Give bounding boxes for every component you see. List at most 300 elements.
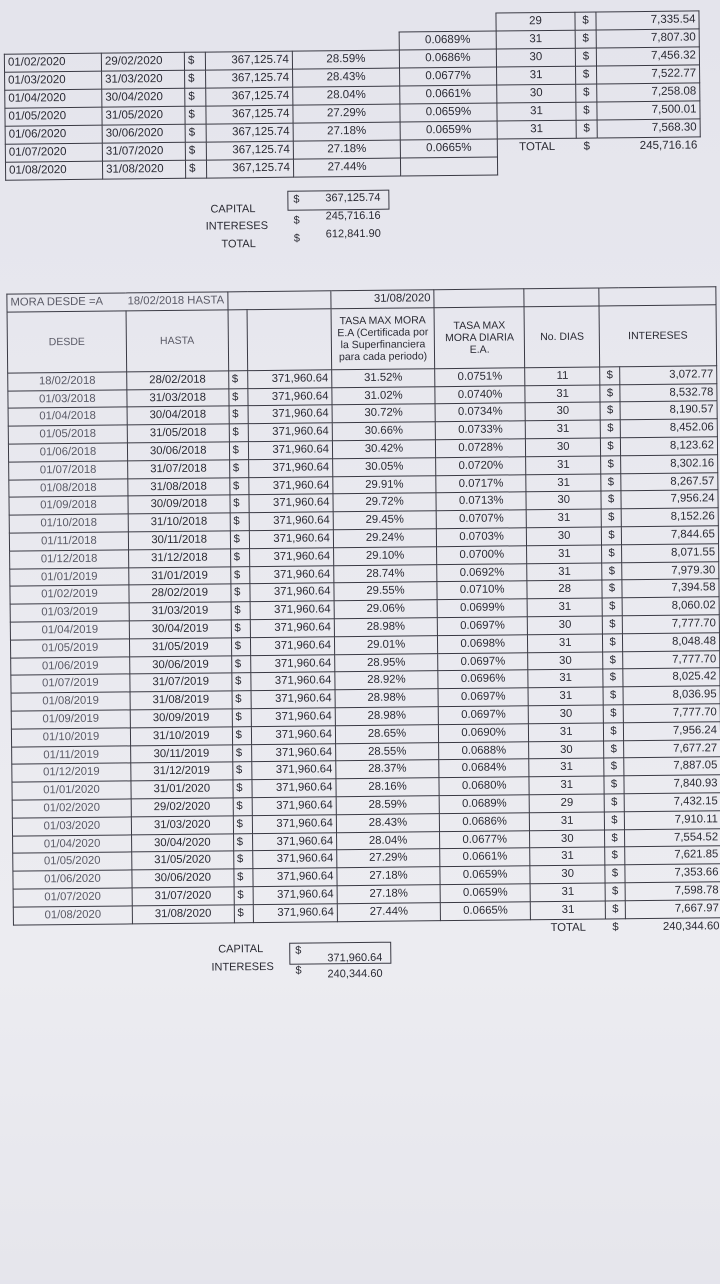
currency-cell: $ (231, 584, 251, 602)
desde-cell: 01/08/2020 (13, 906, 132, 925)
currency-cell: $ (230, 566, 250, 584)
currency-cell: $ (230, 548, 250, 566)
tasa-diaria-cell: 0.0697% (438, 688, 528, 707)
tasa-diaria-cell (400, 157, 497, 176)
dias-cell: 11 (525, 367, 600, 386)
currency-cell: $ (229, 424, 249, 442)
capital-cell: 371,960.64 (250, 583, 334, 602)
tasa-diaria-cell: 0.0659% (400, 121, 497, 140)
dias-cell: 30 (526, 491, 601, 510)
desde-cell: 01/07/2020 (13, 888, 132, 907)
dias-cell: 31 (527, 598, 602, 617)
desde-cell: 01/09/2019 (11, 710, 130, 729)
capital-cell: 371,960.64 (252, 761, 336, 780)
tasa-diaria-cell: 0.0659% (440, 866, 530, 885)
currency-cell: $ (233, 815, 253, 833)
currency-cell: $ (229, 406, 249, 424)
desde-cell: 01/07/2020 (5, 143, 102, 162)
hasta-cell: 31/07/2018 (128, 460, 230, 479)
tasa-diaria-cell: 0.0689% (439, 795, 529, 814)
desde-cell: 01/02/2019 (10, 585, 129, 604)
tasa-diaria-cell: 0.0665% (440, 901, 530, 920)
tasa-diaria-cell: 0.0690% (438, 723, 528, 742)
tasa-diaria-cell: 0.0697% (438, 652, 528, 671)
capital-cell: 367,125.74 (206, 69, 293, 88)
tasa-diaria-cell: 0.0692% (437, 563, 527, 582)
currency-cell: $ (185, 88, 206, 106)
tasa-ea-cell: 30.72% (332, 404, 435, 423)
interes-cell: 8,025.42 (623, 668, 720, 687)
currency-cell: $ (231, 637, 251, 655)
tasa-diaria-cell: 0.0697% (437, 617, 527, 636)
interes-cell: 7,956.24 (623, 721, 720, 740)
empty-cell (205, 33, 292, 52)
main-capital-sym: $ (295, 944, 302, 957)
currency-cell: $ (575, 12, 596, 30)
desde-cell: 01/04/2020 (5, 89, 102, 108)
currency-cell: $ (233, 833, 253, 851)
desde-cell: 01/06/2019 (11, 656, 130, 675)
hasta-cell: 31/03/2018 (127, 388, 229, 407)
capital-cell: 371,960.64 (248, 370, 332, 389)
dias-cell: 31 (526, 474, 601, 493)
tasa-diaria-cell: 0.0717% (436, 474, 526, 493)
tasa-ea-cell: 28.98% (334, 618, 437, 637)
interes-cell: 8,190.57 (620, 401, 717, 420)
currency-cell: $ (604, 811, 624, 829)
dias-cell: 30 (529, 705, 604, 724)
interes-cell: 7,777.70 (623, 704, 720, 723)
mora-to-date: 31/08/2020 (331, 290, 434, 309)
hasta-cell: 30/06/2020 (102, 124, 185, 143)
tasa-ea-cell: 28.04% (293, 86, 400, 105)
hasta-cell: 30/04/2020 (102, 88, 185, 107)
empty-cell (292, 14, 399, 33)
tasa-diaria-cell: 0.0698% (438, 634, 528, 653)
empty-cell (205, 15, 292, 34)
hasta-cell: 30/11/2018 (128, 531, 230, 550)
tasa-ea-cell: 31.52% (332, 368, 435, 387)
mora-total-sym: $ (612, 920, 619, 933)
capital-cell: 367,125.74 (205, 51, 292, 70)
dias-cell: 31 (529, 758, 604, 777)
currency-cell: $ (229, 442, 249, 460)
currency-cell: $ (605, 900, 625, 918)
empty-cell (101, 16, 184, 35)
dias-cell: 31 (528, 669, 603, 688)
dias-cell: 29 (496, 12, 575, 31)
desde-cell: 01/02/2020 (4, 53, 101, 72)
tasa-diaria-cell: 0.0659% (440, 884, 530, 903)
tasa-diaria-cell: 0.0680% (439, 777, 529, 796)
currency-cell: $ (228, 370, 248, 388)
capital-cell: 371,960.64 (250, 512, 334, 531)
dias-cell: 31 (528, 634, 603, 653)
hasta-cell: 28/02/2019 (129, 584, 231, 603)
currency-cell: $ (233, 798, 253, 816)
dias-cell: 30 (496, 48, 575, 67)
currency-cell: $ (603, 651, 623, 669)
dias-cell: 31 (496, 30, 575, 49)
desde-cell: 01/11/2018 (9, 532, 128, 551)
currency-cell: $ (605, 865, 625, 883)
desde-cell: 01/06/2020 (5, 125, 102, 144)
tasa-ea-cell: 28.74% (334, 564, 437, 583)
currency-cell: $ (601, 438, 621, 456)
hasta-cell: 31/08/2019 (130, 691, 232, 710)
interes-cell: 7,335.54 (596, 11, 699, 30)
desde-cell: 01/03/2018 (8, 390, 127, 409)
tasa-diaria-cell: 0.0710% (437, 581, 527, 600)
currency-cell: $ (230, 495, 250, 513)
tasa-ea-cell: 28.59% (292, 50, 399, 69)
hasta-cell: 31/01/2019 (129, 566, 231, 585)
tasa-ea-cell: 28.37% (336, 760, 439, 779)
tasa-diaria-cell: 0.0661% (440, 848, 530, 867)
hasta-cell: 30/04/2019 (129, 620, 231, 639)
currency-cell: $ (185, 142, 206, 160)
desde-cell: 01/07/2018 (9, 461, 128, 480)
header-tasa-diaria: TASA MAX MORA DIARIA E.A. (434, 307, 525, 369)
tasa-diaria-cell: 0.0713% (436, 492, 526, 511)
dias-cell (497, 156, 576, 175)
dias-cell: 31 (531, 901, 606, 920)
tasa-ea-cell: 28.55% (336, 742, 439, 761)
interes-cell: 8,071.55 (621, 544, 718, 563)
capital-cell: 371,960.64 (253, 832, 337, 851)
capital-cell: 371,960.64 (252, 708, 336, 727)
tasa-diaria-cell: 0.0661% (400, 85, 497, 104)
dias-cell: 31 (526, 420, 601, 439)
interes-cell: 7,353.66 (625, 864, 720, 883)
desde-cell: 01/10/2019 (11, 728, 130, 747)
header-row (7, 305, 717, 373)
currency-cell: $ (600, 367, 620, 385)
hasta-cell: 30/09/2019 (130, 709, 232, 728)
tasa-ea-cell: 29.10% (334, 546, 437, 565)
capital-cell: 371,960.64 (252, 779, 336, 798)
desde-cell: 01/05/2018 (8, 425, 127, 444)
capital-cell: 371,960.64 (252, 743, 336, 762)
dias-cell: 31 (497, 120, 576, 139)
interes-cell: 8,267.57 (621, 472, 718, 491)
capital-cell: 371,960.64 (251, 672, 335, 691)
main-capital-value: 371,960.64 (327, 951, 383, 965)
top-summary (195, 187, 416, 259)
top-intereses-value: 245,716.16 (325, 209, 381, 223)
currency-cell: $ (604, 758, 624, 776)
currency-cell: $ (232, 709, 252, 727)
dias-cell: 31 (527, 545, 602, 564)
currency-cell: $ (602, 580, 622, 598)
dias-cell: 31 (528, 687, 603, 706)
empty-cell (254, 921, 338, 939)
empty-cell (184, 16, 205, 34)
currency-cell (576, 156, 597, 174)
desde-cell: 01/04/2018 (8, 407, 127, 426)
tasa-ea-cell: 28.04% (337, 831, 440, 850)
top-total-sym: $ (293, 232, 300, 245)
interes-cell: 7,456.32 (596, 47, 699, 66)
desde-cell: 01/11/2019 (12, 745, 131, 764)
currency-cell: $ (232, 762, 252, 780)
currency-cell: $ (605, 883, 625, 901)
tasa-diaria-cell: 0.0700% (437, 546, 527, 565)
desde-cell: 01/03/2020 (12, 817, 131, 836)
interes-cell: 7,777.70 (623, 650, 720, 669)
currency-cell: $ (602, 545, 622, 563)
currency-cell: $ (602, 562, 622, 580)
interes-cell: 8,048.48 (622, 632, 719, 651)
desde-cell: 01/10/2018 (9, 514, 128, 533)
hasta-cell: 28/02/2018 (127, 371, 229, 390)
top-intereses-label: INTERESES (205, 219, 269, 233)
tasa-diaria-cell: 0.0688% (439, 741, 529, 760)
interes-cell: 7,394.58 (622, 579, 719, 598)
hasta-cell: 31/10/2019 (130, 727, 232, 746)
currency-cell: $ (232, 691, 252, 709)
desde-cell: 01/01/2019 (10, 567, 129, 586)
hasta-cell: 31/12/2019 (131, 762, 233, 781)
tasa-ea-cell: 29.55% (334, 582, 437, 601)
desde-cell: 01/03/2020 (5, 71, 102, 90)
capital-cell: 371,960.64 (251, 601, 335, 620)
tasa-diaria-cell: 0.0733% (435, 421, 525, 440)
tasa-ea-cell: 28.65% (335, 724, 438, 743)
dias-cell: 31 (526, 456, 601, 475)
tasa-ea-cell: 28.59% (336, 796, 439, 815)
interes-cell: 7,667.97 (625, 899, 720, 918)
desde-cell: 01/04/2020 (13, 834, 132, 853)
currency-cell: $ (185, 70, 206, 88)
capital-cell: 371,960.64 (250, 530, 334, 549)
interes-cell: 7,844.65 (621, 526, 718, 545)
hasta-cell: 31/12/2018 (128, 549, 230, 568)
dias-cell: 30 (497, 84, 576, 103)
capital-cell: 371,960.64 (249, 405, 333, 424)
tasa-ea-cell: 27.18% (293, 140, 400, 159)
tasa-diaria-cell: 0.0677% (440, 830, 530, 849)
currency-cell: $ (600, 420, 620, 438)
mora-total-label: TOTAL (550, 921, 586, 934)
tasa-ea-cell: 27.29% (337, 849, 440, 868)
desde-cell: 01/04/2019 (10, 621, 129, 640)
capital-cell: 371,960.64 (254, 886, 338, 905)
hasta-cell: 29/02/2020 (131, 798, 233, 817)
tasa-ea-cell: 30.66% (332, 422, 435, 441)
top-total-label: TOTAL (221, 238, 256, 251)
currency-cell: $ (604, 776, 624, 794)
dias-cell: 30 (530, 865, 605, 884)
main-intereses-value: 240,344.60 (327, 967, 383, 981)
hasta-cell: 31/08/2018 (128, 477, 230, 496)
header-intereses: INTERESES (599, 305, 717, 367)
interes-cell: 8,152.26 (621, 508, 718, 527)
currency-cell: $ (232, 744, 252, 762)
interes-cell: 7,956.24 (621, 490, 718, 509)
currency-cell: $ (575, 48, 596, 66)
currency-cell: $ (600, 402, 620, 420)
hasta-cell: 31/10/2018 (128, 513, 230, 532)
hasta-cell: 31/01/2020 (131, 780, 233, 799)
currency-cell: $ (605, 847, 625, 865)
currency-cell: $ (185, 160, 206, 178)
currency-cell: $ (233, 780, 253, 798)
tasa-diaria-cell: 0.0740% (435, 385, 525, 404)
empty-cell (337, 920, 440, 938)
capital-cell: 371,960.64 (253, 850, 337, 869)
dias-cell: 30 (529, 740, 604, 759)
dias-cell: 31 (530, 847, 605, 866)
interes-cell (597, 155, 700, 174)
capital-cell: 367,125.74 (206, 123, 293, 142)
tasa-ea-cell: 27.44% (337, 902, 440, 921)
tasa-ea-cell: 28.98% (335, 689, 438, 708)
tasa-ea-cell: 29.01% (334, 635, 437, 654)
mora-total-value: 240,344.60 (662, 919, 720, 933)
currency-cell: $ (600, 384, 620, 402)
interes-cell: 7,979.30 (622, 561, 719, 580)
empty-cell (234, 922, 254, 940)
currency-cell: $ (576, 102, 597, 120)
currency-cell: $ (230, 531, 250, 549)
interes-cell: 7,568.30 (597, 119, 700, 138)
hasta-cell: 30/04/2020 (131, 833, 233, 852)
top-total-value: 245,716.16 (639, 139, 698, 153)
hasta-cell: 31/03/2020 (131, 816, 233, 835)
currency-cell: $ (233, 851, 253, 869)
capital-cell: 371,960.64 (253, 814, 337, 833)
desde-cell: 01/12/2019 (12, 763, 131, 782)
interes-cell: 8,060.02 (622, 597, 719, 616)
mora-interest-table (6, 286, 720, 942)
currency-cell: $ (605, 829, 625, 847)
dias-cell: 30 (526, 438, 601, 457)
tasa-ea-cell: 28.95% (335, 653, 438, 672)
desde-cell: 01/02/2020 (12, 799, 131, 818)
tasa-diaria-cell: 0.0686% (399, 49, 496, 68)
hasta-cell: 31/05/2020 (132, 851, 234, 870)
dias-cell: 31 (525, 385, 600, 404)
tasa-diaria-cell: 0.0696% (438, 670, 528, 689)
interes-cell: 7,258.08 (597, 83, 700, 102)
top-capital-sym: $ (293, 193, 300, 206)
main-summary (203, 937, 424, 989)
currency-cell: $ (604, 794, 624, 812)
dias-cell: 30 (525, 402, 600, 421)
tasa-ea-cell: 29.72% (333, 493, 436, 512)
dias-cell: 31 (497, 102, 576, 121)
tasa-ea-cell: 27.18% (293, 122, 400, 141)
hasta-cell: 30/11/2019 (130, 744, 232, 763)
mora-from-date: 18/02/2018 (127, 294, 185, 308)
capital-cell: 371,960.64 (251, 654, 335, 673)
desde-cell: 01/03/2019 (10, 603, 129, 622)
desde-cell: 01/08/2020 (5, 161, 102, 180)
currency-cell: $ (601, 456, 621, 474)
header-no-dias: No. DIAS (524, 306, 599, 368)
interes-cell: 8,302.16 (621, 455, 718, 474)
currency-cell: $ (234, 887, 254, 905)
desde-cell: 01/07/2019 (11, 674, 130, 693)
desde-cell: 18/02/2018 (8, 372, 127, 391)
main-capital-label: CAPITAL (218, 943, 264, 956)
tasa-diaria-cell: 0.0699% (437, 599, 527, 618)
capital-cell: 371,960.64 (254, 903, 338, 922)
desde-cell: 01/08/2018 (9, 479, 128, 498)
currency-cell: $ (603, 634, 623, 652)
tasa-ea-cell: 31.02% (332, 386, 435, 405)
hasta-cell: 29/02/2020 (101, 52, 184, 71)
empty-cell (292, 32, 399, 51)
tasa-ea-cell: 28.43% (293, 68, 400, 87)
hasta-cell: 31/08/2020 (132, 905, 234, 924)
currency-cell: $ (232, 726, 252, 744)
desde-cell: 01/08/2019 (11, 692, 130, 711)
currency-cell: $ (601, 473, 621, 491)
interes-cell: 7,677.27 (624, 739, 720, 758)
tasa-ea-cell: 28.43% (336, 813, 439, 832)
dias-cell: 30 (530, 829, 605, 848)
dias-cell: 30 (528, 652, 603, 671)
capital-cell: 371,960.64 (249, 459, 333, 478)
main-intereses-label: INTERESES (211, 960, 274, 974)
capital-cell: 367,125.74 (206, 87, 293, 106)
dias-cell: 29 (529, 794, 604, 813)
tasa-diaria-cell: 0.0659% (400, 103, 497, 122)
desde-cell: 01/06/2018 (8, 443, 127, 462)
hasta-cell: 31/08/2020 (102, 160, 185, 179)
empty-cell (101, 34, 184, 53)
currency-cell: $ (184, 52, 205, 70)
currency-cell: $ (602, 598, 622, 616)
tasa-diaria-cell: 0.0697% (438, 706, 528, 725)
tasa-diaria-cell: 0.0677% (400, 67, 497, 86)
tasa-diaria-cell: 0.0734% (435, 403, 525, 422)
dias-cell: 31 (497, 66, 576, 85)
tasa-ea-cell: 27.18% (337, 867, 440, 886)
dias-cell: 31 (529, 723, 604, 742)
tasa-diaria-cell: 0.0751% (435, 368, 525, 387)
currency-cell: $ (231, 602, 251, 620)
currency-cell: $ (603, 722, 623, 740)
dias-cell: 30 (528, 616, 603, 635)
capital-cell: 371,960.64 (249, 476, 333, 495)
top-capital-label: CAPITAL (210, 203, 256, 216)
tasa-diaria-cell: 0.0686% (439, 812, 529, 831)
currency-cell: $ (229, 459, 249, 477)
empty-cell (13, 923, 132, 942)
hasta-cell: 31/05/2020 (102, 106, 185, 125)
tasa-diaria-cell: 0.0665% (400, 139, 497, 158)
mora-hasta-label: HASTA (187, 294, 225, 307)
dias-cell: 31 (530, 883, 605, 902)
currency-cell: $ (576, 84, 597, 102)
tasa-ea-cell: 29.24% (333, 529, 436, 548)
interes-cell: 8,452.06 (620, 419, 717, 438)
interes-cell: 7,887.05 (624, 757, 720, 776)
capital-cell: 371,960.64 (251, 619, 335, 638)
top-total-label: TOTAL (519, 141, 556, 154)
tasa-diaria-cell: 0.0707% (436, 510, 526, 529)
currency-cell: $ (604, 740, 624, 758)
capital-cell: 371,960.64 (248, 387, 332, 406)
hasta-cell: 30/06/2020 (132, 869, 234, 888)
interes-cell: 8,532.78 (620, 383, 717, 402)
tasa-ea-cell: 28.92% (335, 671, 438, 690)
desde-cell: 01/05/2019 (10, 639, 129, 658)
top-total-value: 612,841.90 (325, 227, 381, 241)
